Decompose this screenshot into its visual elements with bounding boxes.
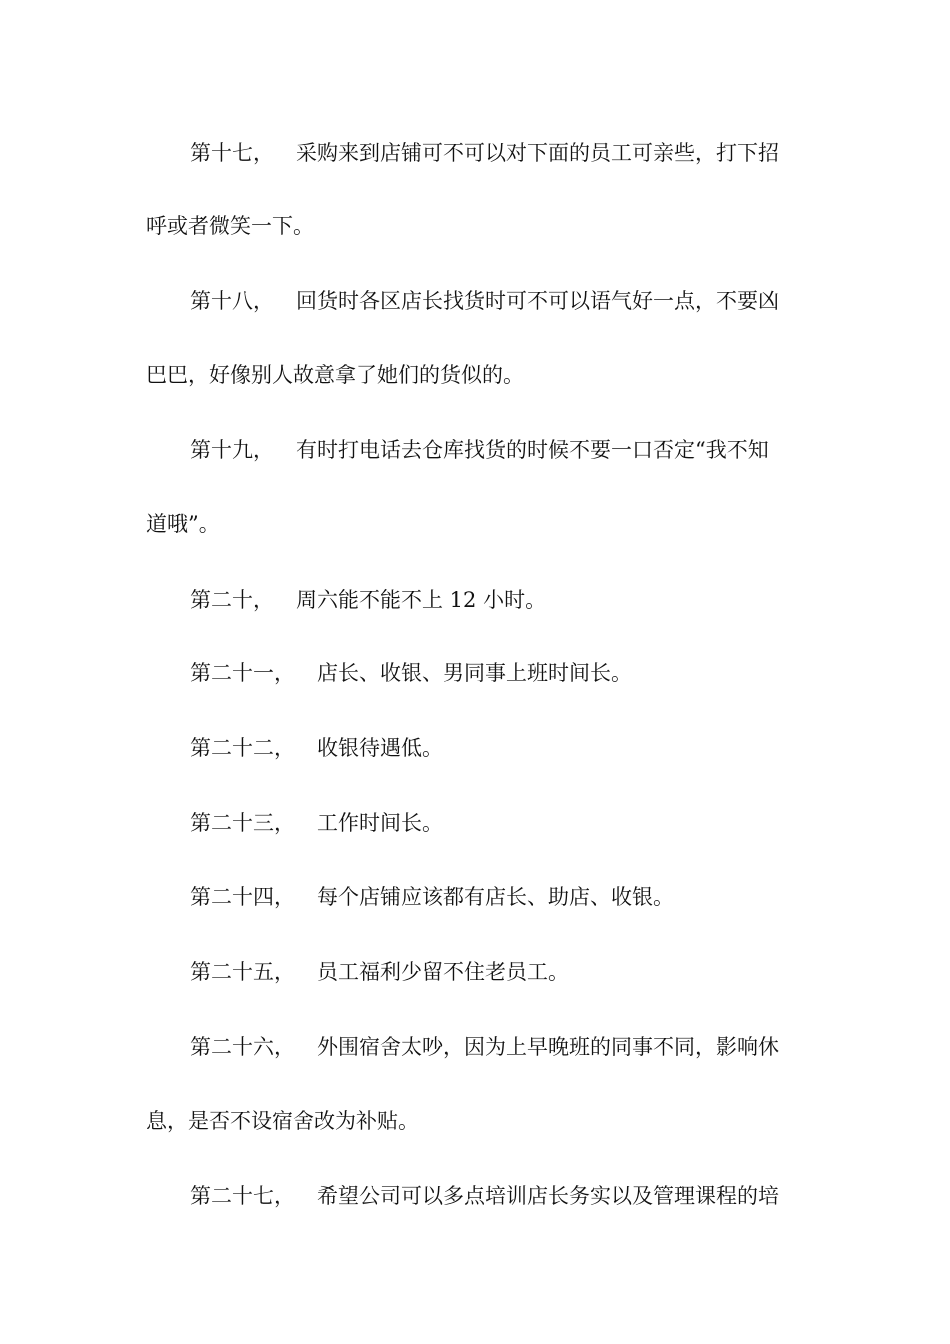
item-27-label: 第二十七，	[190, 1184, 295, 1208]
item-17-line-2	[0, 206, 950, 246]
item-25-label: 第二十五，	[190, 960, 295, 984]
item-23-label: 第二十三，	[190, 811, 295, 835]
item-27-text: 希望公司可以多点培训店长务实以及管理课程的培	[317, 1184, 779, 1208]
item-24-label: 第二十四，	[190, 885, 295, 909]
item-25-text: 员工福利少留不住老员工。	[317, 960, 569, 984]
item-18-label: 第十八，	[190, 289, 274, 313]
item-21-label: 第二十一，	[190, 661, 295, 685]
item-25	[0, 952, 950, 992]
item-17-text-continued: 呼或者微笑一下。	[146, 214, 314, 238]
item-21	[0, 653, 950, 693]
item-21-text: 店长、收银、男同事上班时间长。	[317, 661, 632, 685]
item-26-text: 外围宿舍太吵，因为上早晚班的同事不同，影响休	[317, 1035, 779, 1059]
item-19-text-continued: 道哦”。	[146, 512, 220, 536]
item-17-line-1	[0, 133, 950, 173]
item-18-text-continued: 巴巴，好像别人故意拿了她们的货似的。	[146, 363, 524, 387]
item-19-line-1	[0, 430, 950, 470]
item-20	[0, 580, 950, 620]
item-24-text: 每个店铺应该都有店长、助店、收银。	[317, 885, 674, 909]
item-22	[0, 728, 950, 768]
item-26-line-1	[0, 1027, 950, 1067]
item-26-line-2	[0, 1101, 950, 1141]
item-19-line-2	[0, 504, 950, 544]
item-17-label: 第十七，	[190, 141, 274, 165]
item-20-label: 第二十，	[190, 588, 274, 612]
item-23	[0, 803, 950, 843]
item-18-line-1	[0, 281, 950, 321]
item-26-text-continued: 息，是否不设宿舍改为补贴。	[146, 1109, 419, 1133]
item-27	[0, 1176, 950, 1216]
item-19-label: 第十九，	[190, 438, 274, 462]
item-18-text: 回货时各区店长找货时可不可以语气好一点，不要凶	[296, 289, 779, 313]
item-18-line-2	[0, 355, 950, 395]
item-26-label: 第二十六，	[190, 1035, 295, 1059]
item-23-text: 工作时间长。	[317, 811, 443, 835]
item-24	[0, 877, 950, 917]
item-20-text: 周六能不能不上 12 小时。	[296, 588, 547, 612]
item-17-text: 采购来到店铺可不可以对下面的员工可亲些，打下招	[296, 141, 779, 165]
item-22-label: 第二十二，	[190, 736, 295, 760]
item-22-text: 收银待遇低。	[317, 736, 443, 760]
item-19-text: 有时打电话去仓库找货的时候不要一口否定“我不知	[296, 438, 769, 462]
